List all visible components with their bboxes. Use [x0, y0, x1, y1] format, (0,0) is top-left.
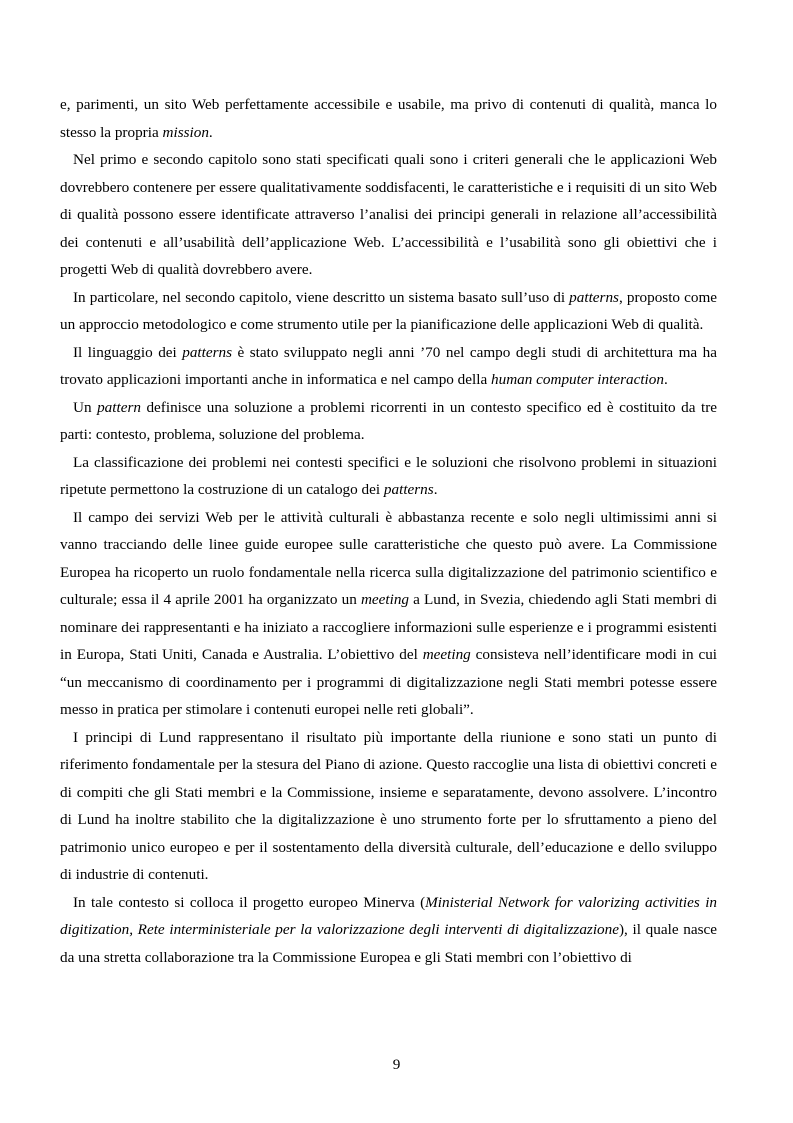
- paragraph: Un pattern definisce una soluzione a problemi ricorrenti in un contesto specifico ed è costituito da tre parti: contesto, problema, soluzione del problema.: [60, 398, 718, 443]
- paragraph: e, parimenti, un sito Web perfettamente accessibile e usabile, ma privo di contenuti di qualità, manca lo stesso la propria mission.: [60, 96, 717, 141]
- paragraph: Il linguaggio dei patterns è stato sviluppato negli anni ’70 nel campo degli studi di architettura ma ha trovato applicazioni importanti anche in informatica e nel campo della human computer interaction.: [60, 343, 717, 388]
- page-number: 9: [392, 1056, 401, 1073]
- paragraph: Il campo dei servizi Web per le attività culturali è abbastanza recente e solo negli ultimissimi anni si vanno tracciando delle linee guide europee sulle caratteristiche che questo può avere. La Commissione Europea ha ricoperto un ruolo fondamentale nella ricerca sulla digitalizzazione del patrimonio scientifico e culturale; essa il 4 aprile 2001 ha organizzato un meeting a Lund, in Svezia, chiedendo agli Stati membri di nominare dei rappresentanti e ha iniziato a raccogliere informazioni sulle esperienze e i programmi esistenti in Europa, Stati Uniti, Canada e Australia. L’obiettivo del meeting consisteva nell’identificare modi in cui “un meccanismo di coordinamento per i programmi di digitalizzazione negli Stati membri potesse essere messo in pratica per stimolare i contenuti europei nelle reti globali”.: [60, 508, 718, 718]
- document-body: [60, 91, 717, 971]
- paragraph: I principi di Lund rappresentano il risultato più importante della riunione e sono stati un punto di riferimento fondamentale per la stesura del Piano di azione. Questo raccoglie una lista di obiettivi concreti e di compiti che gli Stati membri e la Commissione, insieme e separatamente, devono assolvere. L’incontro di Lund ha inoltre stabilito che la digitalizzazione è uno strumento forte per lo sfruttamento a pieno del patrimonio unico europeo e per il sostentamento della diversità culturale, dell’educazione e dello sviluppo di industrie di contenuti.: [60, 728, 717, 883]
- paragraph: In particolare, nel secondo capitolo, viene descritto un sistema basato sull’uso di patterns, proposto come un approccio metodologico e come strumento utile per la pianificazione delle applicazioni Web di qualità.: [60, 288, 717, 333]
- paragraph: Nel primo e secondo capitolo sono stati specificati quali sono i criteri generali che le applicazioni Web dovrebbero contenere per essere qualitativamente soddisfacenti, le caratteristiche e i requisiti di un sito Web di qualità possono essere identificate attraverso l’analisi dei principi generali in relazione all’accessibilità dei contenuti e all’usabilità dell’applicazione Web. L’accessibilità e l’usabilità sono gli obiettivi che i progetti Web di qualità dovrebbero avere.: [60, 151, 717, 278]
- paragraph: In tale contesto si colloca il progetto europeo Minerva (Ministerial Network for valorizing activities in digitization, Rete interministeriale per la valorizzazione degli interventi di digitalizzazione), il quale nasce da una stretta collaborazione tra la Commissione Europea e gli Stati membri con l’obiettivo di: [60, 893, 718, 966]
- paragraph: La classificazione dei problemi nei contesti specifici e le soluzioni che risolvono problemi in situazioni ripetute permettono la costruzione di un catalogo dei patterns.: [60, 453, 717, 498]
